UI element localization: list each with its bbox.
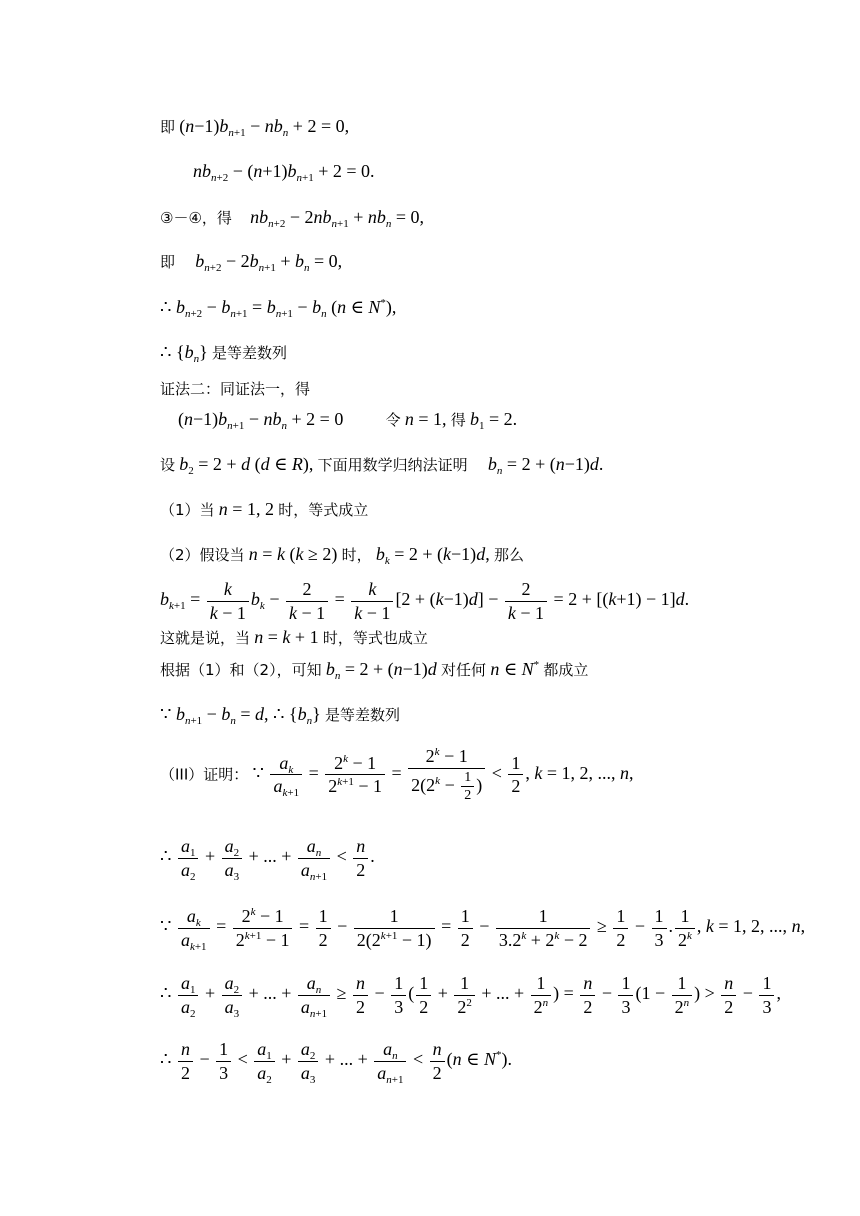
equation-3: $nb_{n+2} - 2nb_{n+1} + nb_n = 0$, <box>250 207 425 230</box>
label-part-3: （III）证明： <box>160 765 249 784</box>
n-eq-k1: n = k + 1 <box>254 627 319 647</box>
frac-half-2: $\frac{1}{2}$ <box>316 905 331 951</box>
n-12: n = 1, 2 <box>218 499 274 519</box>
n-equals-1: n = 1, <box>404 409 447 429</box>
frac-an-an1: $\frac{a_n}{a_{n+1}}$ <box>298 835 330 881</box>
b1-equals-2: $b_1 = 2$. <box>470 409 518 432</box>
frac-n-2-c: $\frac{n}{2}$ <box>580 972 595 1018</box>
text-for-any: 对任何 <box>441 661 487 679</box>
text-de: 得 <box>450 411 466 429</box>
frac-a2-a3-c: $\frac{a_2}{a_3}$ <box>298 1038 319 1084</box>
line-11 <box>160 544 860 567</box>
frac-1-2n-b: $\frac{1}{2^n}$ <box>672 972 693 1018</box>
equation-17: ∴ $\frac{a_1}{a_2}$ + $\frac{a_2}{a_3}$ + ... + $\frac{a_n}{a_{n+1}}$ < $\frac{n}{2}$ . <box>160 836 375 883</box>
frac-third-c: $\frac{1}{3}$ <box>618 972 633 1018</box>
n-eq-k: n = k (k ≥ 2) <box>248 544 338 564</box>
frac-2k-1: $\frac{2^k - 1}{2^{k+1} - 1}$ <box>325 752 385 798</box>
frac-half-4: $\frac{1}{2}$ <box>613 905 628 951</box>
frac-half-3: $\frac{1}{2}$ <box>458 905 473 951</box>
frac-n-2: $\frac{n}{2}$ <box>353 835 368 881</box>
text-that-is: 这就是说，当 <box>160 629 251 647</box>
frac-an-an1-b: $\frac{a_n}{a_{n+1}}$ <box>298 972 330 1018</box>
label-3-minus-4: ③－④，得 <box>160 209 232 227</box>
line-19 <box>160 972 860 1018</box>
frac-ak-ak1: $\frac{a_k}{a_{k+1}}$ <box>270 752 302 798</box>
text-she: 设 <box>160 456 176 474</box>
text-proof-method-2: 证法二：同证法一，得 <box>160 380 311 398</box>
text-ji-2: 即 <box>160 253 176 271</box>
text-case-1: （1）当 <box>160 501 215 519</box>
equation-4: $b_{n+2} - 2b_{n+1} + b_n = 0$, <box>195 251 343 274</box>
line-18 <box>160 905 860 951</box>
frac-a1-a2-c: $\frac{a_1}{a_2}$ <box>254 1038 275 1084</box>
line-17 <box>160 835 860 881</box>
frac-half-5: $\frac{1}{2}$ <box>416 972 431 1018</box>
text-all-hold: 都成立 <box>543 661 589 679</box>
frac-1-over-3-2k: $\frac{1}{3.2^k + 2^k - 2}$ <box>496 905 591 951</box>
line-2 <box>193 161 860 184</box>
line-12 <box>160 578 860 624</box>
frac-n-2-e: $\frac{n}{2}$ <box>178 1038 193 1084</box>
text-shi: 时， <box>341 546 372 564</box>
frac-1-2n: $\frac{1}{2^n}$ <box>531 972 552 1018</box>
text-ling: 令 <box>385 411 401 429</box>
frac-2-over-k-1: $\frac{2}{k - 1}$ <box>286 578 328 624</box>
frac-third-b: $\frac{1}{3}$ <box>391 972 406 1018</box>
frac-half: $\frac{1}{2}$ <box>508 752 523 798</box>
bk-formula: $b_k = 2 + (k-1)d$, <box>375 544 490 567</box>
equation-2: $nb_{n+2} - (n+1)b_{n+1} + 2 = 0$. <box>193 161 375 184</box>
text-arithmetic-seq-2: 是等差数列 <box>324 706 400 724</box>
n-in-N: n ∈ N* <box>490 659 540 679</box>
frac-2-over-k-1-b: $\frac{2}{k - 1}$ <box>505 578 547 624</box>
line-7 <box>160 380 860 397</box>
frac-a2-a3-b: $\frac{a_2}{a_3}$ <box>222 972 243 1018</box>
frac-ak-ak1-b: $\frac{a_k}{a_{k+1}}$ <box>178 905 210 951</box>
text-holds: 时，等式成立 <box>278 501 369 519</box>
line-1 <box>160 116 860 139</box>
frac-n-2-f: $\frac{n}{2}$ <box>430 1038 445 1084</box>
text-arithmetic-seq: 是等差数列 <box>211 344 287 362</box>
text-then: 那么 <box>493 546 524 564</box>
frac-a1-a2: $\frac{a_1}{a_2}$ <box>178 835 199 881</box>
line-15 <box>160 704 860 727</box>
diff-eq-d: ∵ $b_{n+1} - b_n = d$, ∴ $\{b_n\}$ <box>160 704 321 727</box>
frac-k-over-k-1: $\frac{k}{k - 1}$ <box>207 578 249 624</box>
line-6 <box>160 342 860 365</box>
frac-an-an1-c: $\frac{a_n}{a_{n+1}}$ <box>374 1038 406 1084</box>
equation-5: ∴ $b_{n+2} - b_{n+1} = b_{n+1} - b_n$ (n ∈ N*), <box>160 297 397 320</box>
line-8 <box>178 409 860 432</box>
equation-bk1: $b_{k+1}$ = $\frac{k}{k - 1}$ $b_k$ − $\frac{2}{k - 1}$ = $\frac{k}{k - 1}$ [2 + (k−1)d] − $\frac{2}{k - 1}$ = 2 + [(k+1) − 1]d. <box>160 579 690 623</box>
bn-formula-2: $b_n = 2 + (n-1)d$ <box>325 659 437 682</box>
line-20 <box>160 1038 860 1084</box>
line-10 <box>160 500 860 518</box>
equation-16: ∵ $\frac{a_k}{a_{k+1}}$ = $\frac{2^k - 1}{2^{k+1} - 1}$ = $2^k - 1$ $2(2^k$ − $\frac{1}{2}$ ) < $\frac{1}{2}$ , k = 1, 2, ..., n, <box>252 746 634 803</box>
set-bn: ∴ $\{b_n\}$ <box>160 342 208 365</box>
line-13 <box>160 628 860 646</box>
bn-formula: $b_n = 2 + (n-1)d$. <box>487 454 604 477</box>
text-case-2: （2）假设当 <box>160 546 245 564</box>
line-3 <box>160 207 860 230</box>
line-4 <box>160 251 860 274</box>
text-induction: 下面用数学归纳法证明 <box>317 456 468 474</box>
frac-third-e: $\frac{1}{3}$ <box>216 1038 231 1084</box>
equation-20: ∴ $\frac{n}{2}$ − $\frac{1}{3}$ < $\frac{a_1}{a_2}$ + $\frac{a_2}{a_3}$ + ... + $\frac{a_n}{a_{n+1}}$ < $\frac{n}{2}$ (n ∈ N*). <box>160 1039 512 1086</box>
frac-a2-a3: $\frac{a_2}{a_3}$ <box>222 835 243 881</box>
b2-def: $b_2 = 2 + d$ (d ∈ R), <box>179 454 314 477</box>
text-ji: 即 <box>160 118 176 136</box>
frac-2k-1-c: $\frac{2^k - 1}{2^{k+1} - 1}$ <box>233 905 293 951</box>
frac-1-2sq: $\frac{1}{2^2}$ <box>454 972 475 1018</box>
equation-8: $(n-1)b_{n+1} - nb_n + 2 = 0$ <box>178 409 344 432</box>
frac-n-2-b: $\frac{n}{2}$ <box>353 972 368 1018</box>
frac-third-d: $\frac{1}{3}$ <box>759 972 774 1018</box>
text-also-holds: 时，等式也成立 <box>322 629 428 647</box>
line-16 <box>160 745 860 805</box>
text-according: 根据（1）和（2），可知 <box>160 661 322 679</box>
frac-k-over-k-1-b: $\frac{k}{k - 1}$ <box>351 578 393 624</box>
frac-third: $\frac{1}{3}$ <box>652 905 667 951</box>
line-9 <box>160 454 860 477</box>
line-14 <box>160 659 860 682</box>
equation-1: $(n-1)b_{n+1} - nb_n + 2 = 0$, <box>179 116 350 139</box>
frac-a1-a2-b: $\frac{a_1}{a_2}$ <box>178 972 199 1018</box>
line-5 <box>160 297 860 320</box>
equation-19: ∴ $\frac{a_1}{a_2}$ + $\frac{a_2}{a_3}$ + ... + $\frac{a_n}{a_{n+1}}$ ≥ $\frac{n}{2}$ − $\frac{1}{3}$ ( $\frac{1}{2}$ + $\frac{1}{2^2}$ + ... + $\frac{1}{2^n}$ ) = $\frac{n}{2}$ − $\frac{1}{3}$ (1 − $\frac{1}{2^n}$ ) > $\frac{n}{2}$ − $\frac{1}{3}$ , <box>160 973 781 1020</box>
frac-2k-1-b: $2^k - 1$ $2(2^k$ − $\frac{1}{2}$ ) <box>408 745 485 805</box>
frac-n-2-d: $\frac{n}{2}$ <box>721 972 736 1018</box>
frac-1-over-2-2k1: $\frac{1}{2(2^{k+1} - 1)}$ <box>354 905 435 951</box>
equation-18: ∵ $\frac{a_k}{a_{k+1}}$ = $\frac{2^k - 1}{2^{k+1} - 1}$ = $\frac{1}{2}$ − $\frac{1}{2(2^{k+1} - 1)}$ = $\frac{1}{2}$ − $\frac{1}{3.2^k + 2^k - 2}$ ≥ $\frac{1}{2}$ − $\frac{1}{3}$ . $\frac{1}{2^k}$ , k = 1, 2, ..., n, <box>160 906 806 953</box>
frac-1-2k: $\frac{1}{2^k}$ <box>675 905 695 951</box>
